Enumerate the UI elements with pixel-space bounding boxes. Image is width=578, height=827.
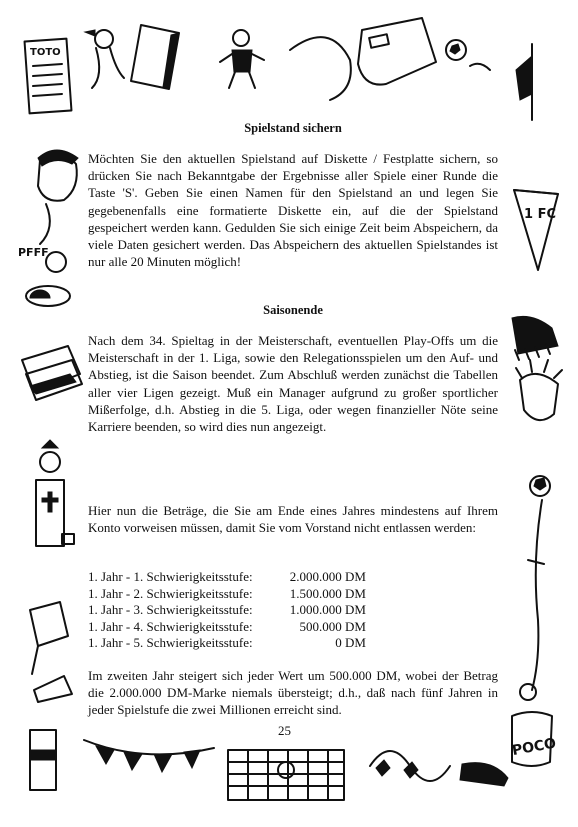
- cartoon-bird-icon: [85, 30, 124, 88]
- balance-row-label: 1. Jahr - 3. Schwierigkeitsstufe:: [88, 602, 253, 618]
- balance-row: [88, 635, 366, 652]
- book-icon: [131, 25, 179, 89]
- closing-paragraph-block: [88, 667, 498, 719]
- season-end-paragraph-block: [88, 332, 498, 435]
- face-cartoon-icon: [38, 150, 78, 244]
- pfff-label: PFFF: [18, 246, 49, 259]
- balance-row: [88, 569, 366, 586]
- balance-row: [88, 602, 366, 619]
- striped-scarf-icon: [370, 751, 450, 781]
- pfff-cartoon-icon: [18, 246, 70, 306]
- balance-row: [88, 586, 366, 603]
- balance-row-amount: 500.000 DM: [299, 618, 366, 634]
- player-cartoon-icon: [220, 30, 264, 88]
- poco-label: POCO: [510, 735, 558, 760]
- shoe-icon: [460, 763, 508, 786]
- spiky-face-icon: [516, 360, 562, 420]
- balance-row-amount: 1.000.000 DM: [289, 602, 366, 618]
- juggling-figure-icon: [528, 476, 550, 690]
- closing-paragraph: Im zweiten Jahr steigert sich jeder Wert um 500.000 DM, wobei der Betrag die 2.000.000 DM-Marke niemals übersteigt; d.h., daß nach fünf Jahren in jeder Spielstufe die zwei Millionen erreicht sind.: [88, 668, 498, 718]
- minimum-balance-intro-block: [88, 502, 498, 536]
- balance-row-amount: 2.000.000 DM: [289, 569, 366, 584]
- football-boots-icon: [512, 316, 558, 360]
- pennant-label: 1 FC: [524, 207, 556, 222]
- balance-row: [88, 619, 366, 636]
- toto-label: TOTO: [30, 47, 61, 58]
- horn-bottle-icon: [30, 676, 72, 790]
- section-heading-save: Spielstand sichern: [244, 121, 342, 135]
- bunting-icon: [84, 740, 214, 772]
- football-icon: [446, 40, 490, 70]
- balance-row-amount: 1.500.000 DM: [289, 585, 366, 601]
- mug-icon: [30, 602, 68, 674]
- scarf-icon: [290, 37, 351, 100]
- poco-cartoon-icon: [511, 684, 558, 766]
- goal-net-icon: [228, 750, 344, 800]
- money-bills-icon: [22, 346, 82, 400]
- balance-row-amount: 0 DM: [335, 635, 366, 651]
- minimum-balance-list: [88, 569, 366, 652]
- balance-row-label: 1. Jahr - 1. Schwierigkeitsstufe:: [88, 569, 253, 584]
- toto-slip-icon: [25, 39, 72, 114]
- corner-flag-icon: [516, 44, 532, 120]
- page-number: 25: [278, 723, 291, 738]
- balance-row-label: 1. Jahr - 2. Schwierigkeitsstufe:: [88, 585, 253, 601]
- whistle-icon: [358, 18, 436, 85]
- minimum-balance-intro: Hier nun die Beträge, die Sie am Ende eines Jahres mindestens auf Ihrem Konto vorweisen müssen, damit Sie vom Vorstand nicht entlassen werden:: [88, 503, 498, 536]
- balance-row-label: 1. Jahr - 4. Schwierigkeitsstufe:: [88, 618, 253, 634]
- save-paragraph: Möchten Sie den aktuellen Spielstand auf Diskette / Festplatte sichern, so drücken Sie nach Bekanntgabe der Ergebnisse aller Spiele einer Runde die Taste 'S'. Geben Sie einen Namen für den Spielstand an und legen Sie gegebenenfalls eine formatierte Diskette ein, auf die der Spielstand gespeichert werden kann. Gedulden Sie sich einige Zeit beim Abspeichern, da viele Daten gesichert werden. Das Abspeichern des aktuellen Spielstandes ist nur alle 20 Minuten möglich!: [88, 151, 498, 270]
- section-heading-season-end: Saisonende: [263, 303, 323, 317]
- pennant-icon: [514, 190, 558, 270]
- priest-cartoon-icon: [36, 440, 74, 546]
- balance-row-label: 1. Jahr - 5. Schwierigkeitsstufe:: [88, 635, 253, 651]
- save-paragraph-block: [88, 150, 498, 270]
- season-end-paragraph: Nach dem 34. Spieltag in der Meisterschaft, eventuellen Play-Offs um die Meisterschaft in der 1. Liga, sowie den Relegationsspielen um den Auf- und Abstieg, ist die Saison beendet. Zum Abschluß werden zunächst die Tabellen aller vier Ligen gezeigt. Muß ein Manager aufgrund zu großer sportlicher Mißerfolge, d.h. Abstieg in die 5. Liga, oder wegen finanzieller Nöte seine Karriere beenden, so wird dies nun angezeigt.: [88, 333, 498, 435]
